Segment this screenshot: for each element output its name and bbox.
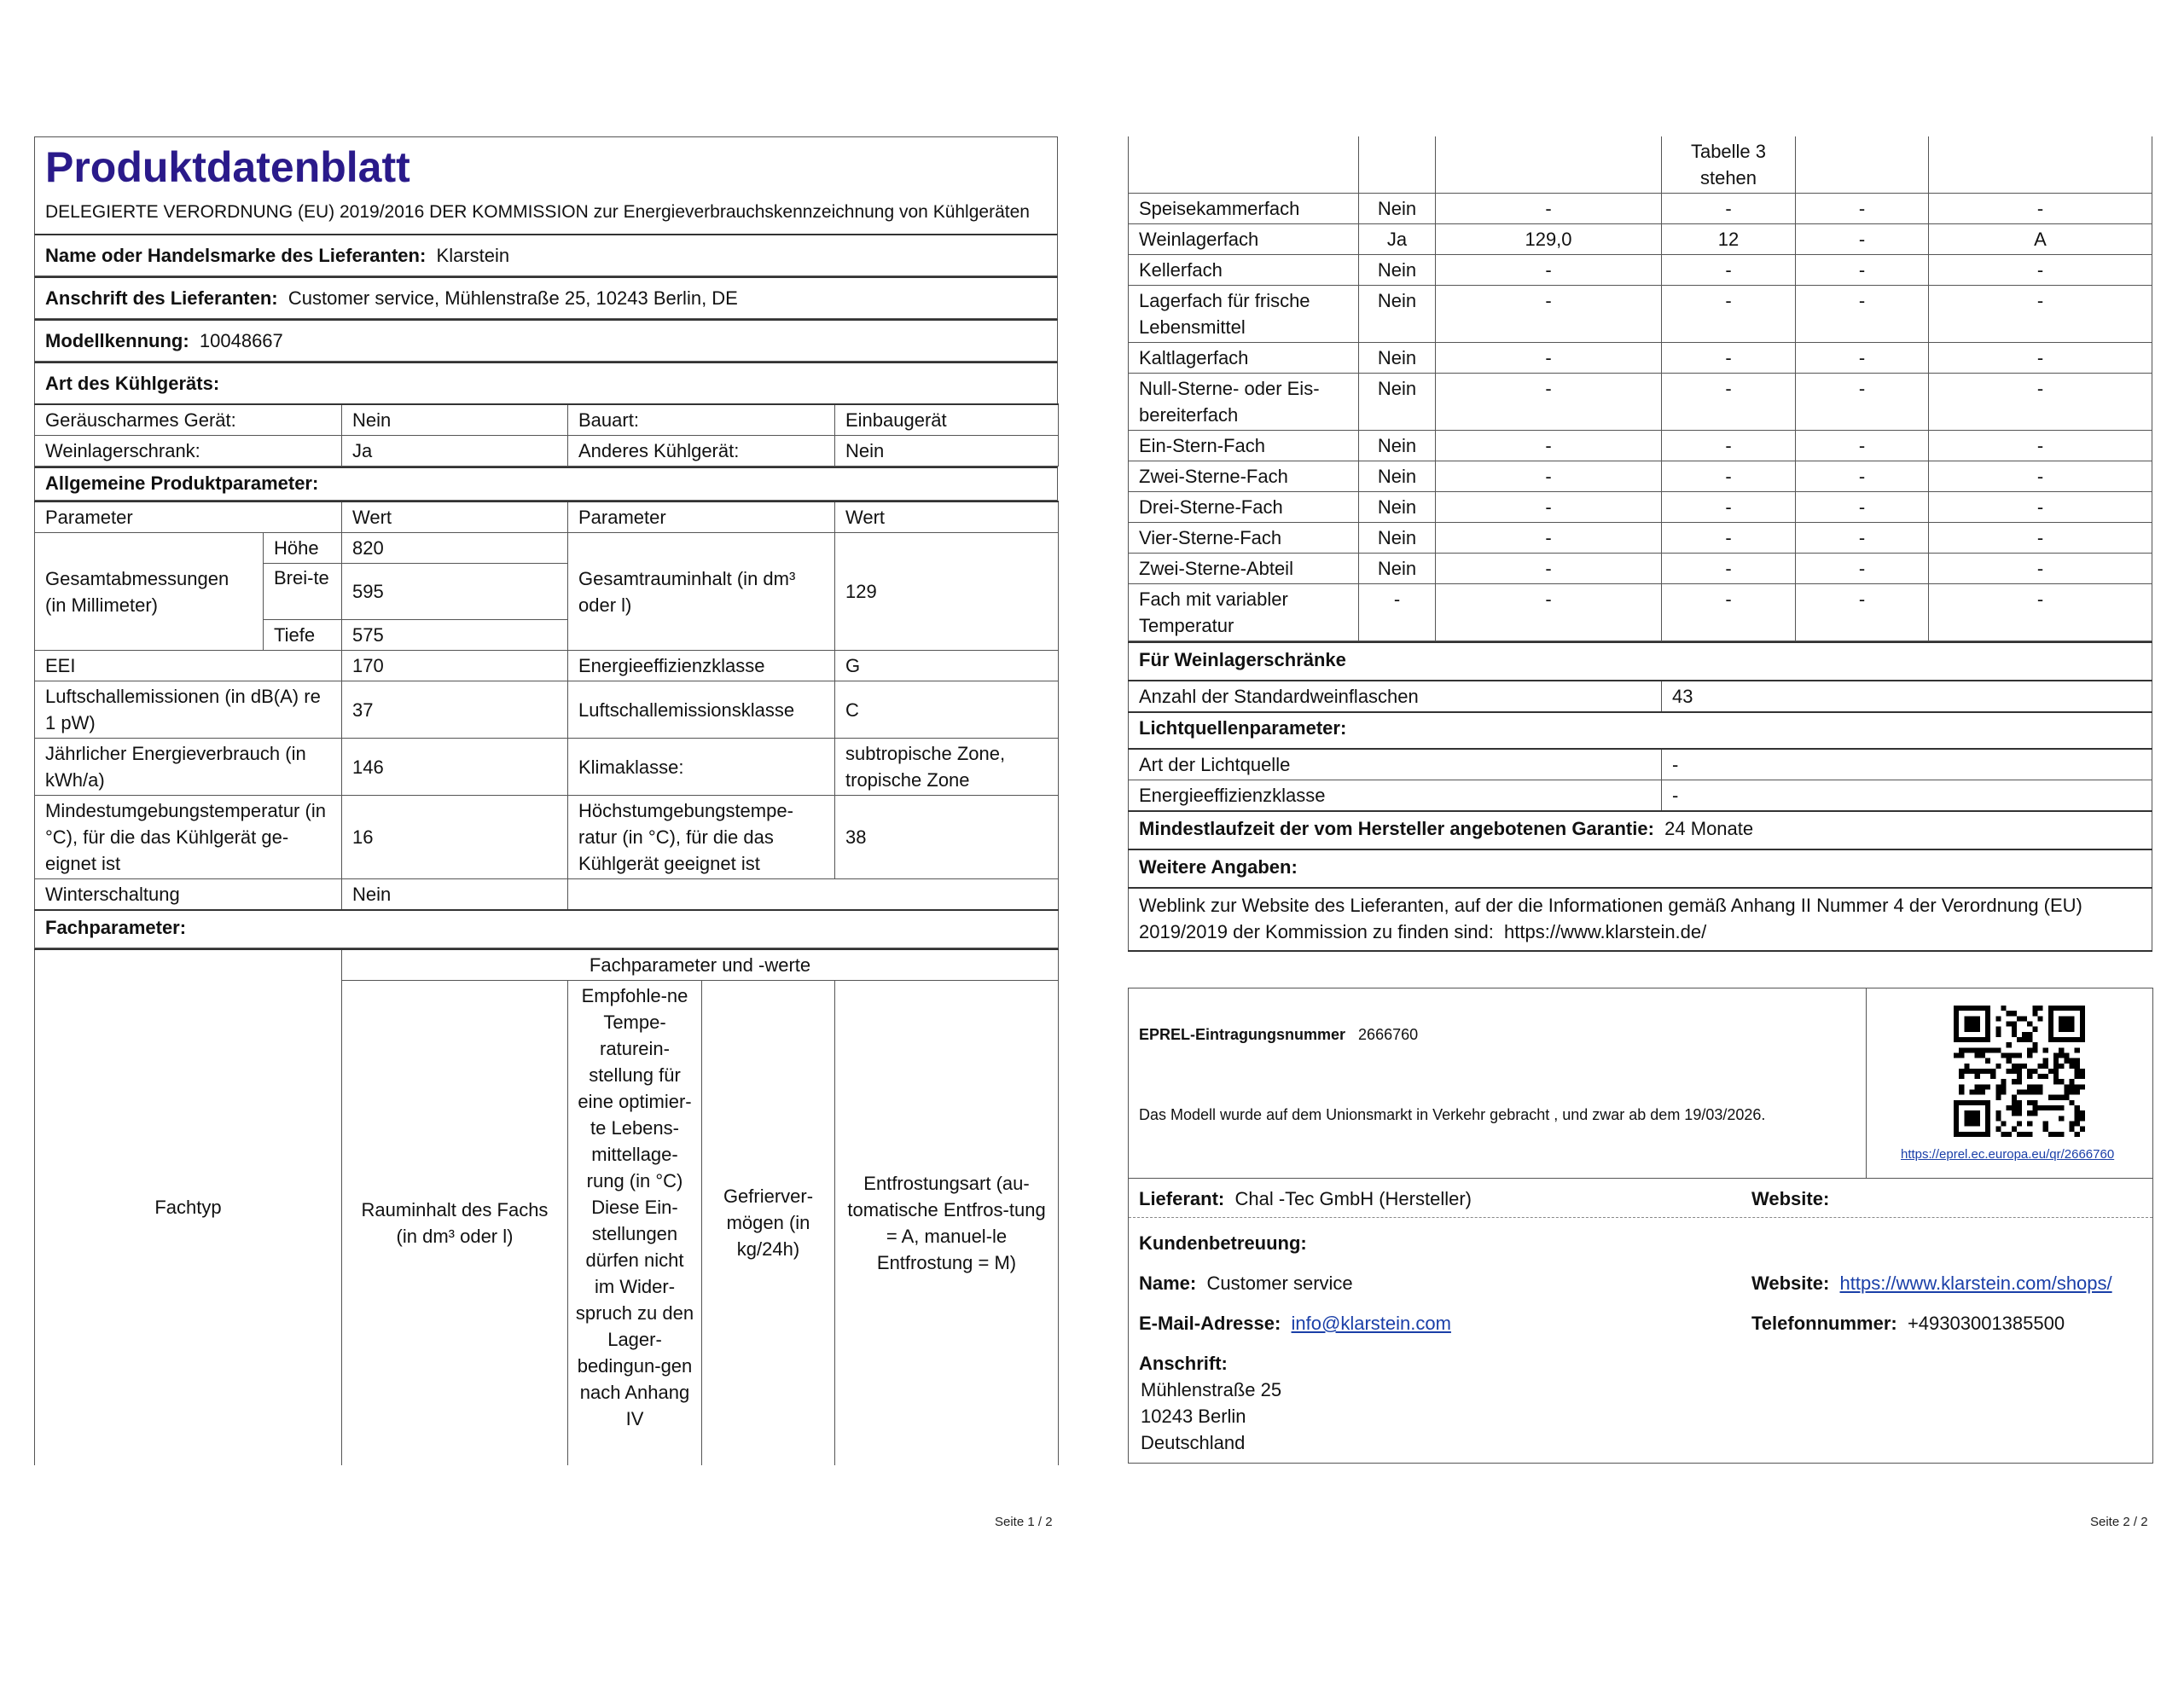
- support-website-label: Website:: [1751, 1272, 1830, 1294]
- compartment-temp: -: [1662, 431, 1796, 461]
- compartment-freeze: -: [1796, 461, 1929, 492]
- eprel-website-label: Website:: [1751, 1188, 1830, 1209]
- qr-link[interactable]: https://eprel.ec.europa.eu/qr/2666760: [1901, 1147, 2115, 1162]
- noise-label: Luftschallemissionen (in dB(A) re 1 pW): [35, 681, 342, 739]
- further-info: [1129, 888, 2152, 951]
- support-name-row: [1129, 1256, 2152, 1296]
- compartment-row: [1129, 343, 2152, 374]
- header-group: Fachparameter und -werte: [342, 949, 1059, 981]
- eprel-supplier: [1139, 1186, 1751, 1212]
- height-label: Höhe: [264, 533, 342, 564]
- compartment-name: Speisekammerfach: [1129, 194, 1359, 224]
- width-value: 595: [342, 564, 568, 620]
- supplier-value: Klarstein: [436, 245, 510, 266]
- compartment-temp: -: [1662, 584, 1796, 641]
- compartment-name: Zwei-Sterne-Abteil: [1129, 554, 1359, 584]
- qr-panel: [1867, 988, 2152, 1178]
- general-heading-text: Allgemeine Produktparameter:: [45, 472, 319, 494]
- climate-class-value: subtropische Zone, tropische Zone: [835, 739, 1059, 796]
- compartment-freeze: -: [1796, 224, 1929, 255]
- general-heading: [34, 467, 1058, 501]
- model-value: 10048667: [199, 330, 283, 351]
- compartment-table: [1128, 136, 2152, 641]
- compartment-volume: -: [1436, 554, 1662, 584]
- volume-value: 129: [835, 533, 1059, 651]
- quiet-label: Geräuscharmes Gerät:: [35, 404, 342, 436]
- support-name-label: Name:: [1139, 1272, 1197, 1294]
- compartment-defrost: -: [1929, 255, 2152, 286]
- compartment-name: Lagerfach für frische Lebensmittel: [1129, 286, 1359, 343]
- min-temp-label: Mindestumgebungstemperatur (in °C), für die das Kühlgerät ge-eignet ist: [35, 796, 342, 879]
- light-heading: [1129, 712, 2152, 749]
- compartment-freeze: -: [1796, 286, 1929, 343]
- depth-label: Tiefe: [264, 620, 342, 651]
- warranty-line: [1129, 811, 2152, 849]
- support-website-link[interactable]: https://www.klarstein.com/shops/: [1839, 1272, 2112, 1294]
- compartment-defrost: -: [1929, 374, 2152, 431]
- page-1: [34, 136, 1058, 1465]
- device-type-heading-text: Art des Kühlgeräts:: [45, 373, 220, 394]
- header-temp: Empfohle-ne Tempe-raturein-stellung für eine optimier-te Lebens-mittellage-rung (in °C) Diese Ein-stellungen dürfen nicht im Wider-spruch zu den Lager-bedingun-gen nach Anhang IV: [568, 981, 702, 1465]
- support-address: [1129, 1336, 2152, 1463]
- header-fachtyp: Fachtyp: [35, 949, 342, 1465]
- header-box: [34, 136, 1058, 234]
- market-text: Das Modell wurde auf dem Unionsmarkt in Verkehr gebracht , und zwar ab dem 19/03/2026.: [1139, 1106, 1766, 1123]
- eprel-website: [1751, 1186, 1829, 1212]
- contact-row: [1129, 1296, 2152, 1336]
- address-label: Anschrift des Lieferanten:: [45, 287, 278, 309]
- eprel-top: [1129, 988, 2152, 1179]
- regulation-text: DELEGIERTE VERORDNUNG (EU) 2019/2016 DER KOMMISSION zur Energieverbrauchskennzeichnung von Kühlgeräten: [45, 202, 1030, 222]
- warranty-label: Mindestlaufzeit der vom Hersteller angebotenen Garantie:: [1139, 818, 1654, 839]
- dimensions-label: Gesamtabmessungen (in Millimeter): [35, 533, 264, 651]
- energy-class-value: G: [835, 651, 1059, 681]
- support-name-value: Customer service: [1206, 1272, 1353, 1294]
- compartment-freeze: -: [1796, 194, 1929, 224]
- compartment-defrost: A: [1929, 224, 2152, 255]
- compartment-row: [1129, 194, 2152, 224]
- support-phone: [1751, 1310, 2065, 1336]
- support-name: [1139, 1270, 1751, 1296]
- compartment-name: Ein-Stern-Fach: [1129, 431, 1359, 461]
- compartment-name: Drei-Sterne-Fach: [1129, 492, 1359, 523]
- compartment-freeze: -: [1796, 523, 1929, 554]
- compartment-name: Null-Sterne- oder Eis-bereiterfach: [1129, 374, 1359, 431]
- model-line: [34, 319, 1058, 362]
- compartment-temp: -: [1662, 343, 1796, 374]
- winter-label: Winterschaltung: [35, 879, 342, 911]
- compartment-present: Nein: [1359, 523, 1436, 554]
- qr-code-icon[interactable]: [1954, 1006, 2085, 1137]
- compartment-row: [1129, 523, 2152, 554]
- compartment-volume: -: [1436, 523, 1662, 554]
- max-temp-value: 38: [835, 796, 1059, 879]
- energy-class-label: Energieeffizienzklasse: [568, 651, 835, 681]
- light-class-label: Energieeffizienzklasse: [1129, 780, 1662, 812]
- compartment-temp: -: [1662, 255, 1796, 286]
- wine-cabinet-value: Ja: [342, 436, 568, 467]
- page-2: [1128, 136, 2152, 1453]
- support-website: [1751, 1270, 2127, 1296]
- compartment-volume: -: [1436, 194, 1662, 224]
- address-value: Customer service, Mühlenstraße 25, 10243 Berlin, DE: [288, 287, 738, 309]
- compartment-freeze: -: [1796, 431, 1929, 461]
- compartment-defrost: -: [1929, 431, 2152, 461]
- volume-label: Gesamtrauminhalt (in dm³ oder l): [568, 533, 835, 651]
- compartment-freeze: -: [1796, 554, 1929, 584]
- compartment-present: Ja: [1359, 224, 1436, 255]
- warranty-value: 24 Monate: [1664, 818, 1754, 839]
- compartment-temp: -: [1662, 194, 1796, 224]
- compartment-row: [1129, 431, 2152, 461]
- compartment-row: [1129, 461, 2152, 492]
- compartment-volume: -: [1436, 286, 1662, 343]
- compartment-heading: [35, 910, 1059, 948]
- height-value: 820: [342, 533, 568, 564]
- width-label: Brei-te: [264, 564, 342, 620]
- noise-value: 37: [342, 681, 568, 739]
- col-param-1: Parameter: [35, 501, 342, 533]
- compartment-volume: -: [1436, 431, 1662, 461]
- eei-value: 170: [342, 651, 568, 681]
- compartment-present: Nein: [1359, 431, 1436, 461]
- cont-empty-5: [1929, 136, 2152, 194]
- compartment-present: Nein: [1359, 554, 1436, 584]
- compartment-defrost: -: [1929, 194, 2152, 224]
- design-value: Einbaugerät: [835, 404, 1059, 436]
- email-link[interactable]: info@klarstein.com: [1291, 1313, 1451, 1334]
- compartment-freeze: -: [1796, 492, 1929, 523]
- compartment-row: [1129, 584, 2152, 641]
- general-params-table: [34, 501, 1059, 948]
- compartment-defrost: -: [1929, 492, 2152, 523]
- support-address-label: Anschrift:: [1139, 1353, 1228, 1374]
- eprel-reg-value: 2666760: [1358, 1026, 1419, 1043]
- wine-cabinet-label: Weinlagerschrank:: [35, 436, 342, 467]
- device-type-heading: [34, 362, 1058, 403]
- address-line-1: Mühlenstraße 25: [1141, 1379, 1282, 1400]
- header-defrost: Entfrostungsart (au-tomatische Entfros-tung = A, manuel-le Entfrostung = M): [835, 981, 1059, 1465]
- cont-empty-2: [1359, 136, 1436, 194]
- bottles-value: 43: [1662, 681, 2152, 712]
- compartment-temp: -: [1662, 492, 1796, 523]
- compartment-name: Kellerfach: [1129, 255, 1359, 286]
- compartment-defrost: -: [1929, 343, 2152, 374]
- further-heading-text: Weitere Angaben:: [1139, 856, 1298, 878]
- compartment-present: -: [1359, 584, 1436, 641]
- compartment-present: Nein: [1359, 286, 1436, 343]
- eei-label: EEI: [35, 651, 342, 681]
- winter-empty: [568, 879, 1059, 911]
- compartment-row: [1129, 374, 2152, 431]
- compartment-defrost: -: [1929, 523, 2152, 554]
- eprel-supplier-value: Chal -Tec GmbH (Hersteller): [1234, 1188, 1472, 1209]
- wine-heading-text: Für Weinlagerschränke: [1139, 649, 1346, 670]
- bottles-label: Anzahl der Standardweinflaschen: [1129, 681, 1662, 712]
- compartment-defrost: -: [1929, 461, 2152, 492]
- other-device-label: Anderes Kühlgerät:: [568, 436, 835, 467]
- compartment-name: Zwei-Sterne-Fach: [1129, 461, 1359, 492]
- support-heading: Kundenbetreuung:: [1139, 1232, 1307, 1254]
- header-freeze: Gefrierver-mögen (in kg/24h): [702, 981, 835, 1465]
- compartment-present: Nein: [1359, 343, 1436, 374]
- further-url[interactable]: https://www.klarstein.de/: [1504, 921, 1707, 942]
- compartment-defrost: -: [1929, 554, 2152, 584]
- compartment-volume: -: [1436, 343, 1662, 374]
- noise-class-value: C: [835, 681, 1059, 739]
- design-label: Bauart:: [568, 404, 835, 436]
- supplier-label: Name oder Handelsmarke des Lieferanten:: [45, 245, 427, 266]
- eprel-box: [1128, 988, 2153, 1464]
- compartment-temp: 12: [1662, 224, 1796, 255]
- winter-value: Nein: [342, 879, 568, 911]
- annual-consumption-value: 146: [342, 739, 568, 796]
- compartment-name: Vier-Sterne-Fach: [1129, 523, 1359, 554]
- max-temp-label: Höchstumgebungstempe-ratur (in °C), für die das Kühlgerät geeignet ist: [568, 796, 835, 879]
- address-line: [34, 276, 1058, 319]
- email-label: E-Mail-Adresse:: [1139, 1313, 1281, 1334]
- compartment-freeze: -: [1796, 343, 1929, 374]
- compartment-volume: -: [1436, 584, 1662, 641]
- col-param-2: Parameter: [568, 501, 835, 533]
- wine-heading: [1129, 642, 2152, 681]
- support-email: [1139, 1310, 1751, 1336]
- light-type-value: -: [1662, 749, 2152, 780]
- compartment-volume: 129,0: [1436, 224, 1662, 255]
- compartment-volume: -: [1436, 374, 1662, 431]
- noise-class-label: Luftschallemissionsklasse: [568, 681, 835, 739]
- compartment-volume: -: [1436, 255, 1662, 286]
- cont-empty-3: [1436, 136, 1662, 194]
- page-footer-1: Seite 1 / 2: [995, 1515, 1053, 1529]
- device-type-table: [34, 403, 1059, 467]
- phone-value: +49303001385500: [1907, 1313, 2065, 1334]
- address-line-2: 10243 Berlin: [1141, 1406, 1246, 1427]
- compartment-freeze: -: [1796, 374, 1929, 431]
- compartment-name: Weinlagerfach: [1129, 224, 1359, 255]
- min-temp-value: 16: [342, 796, 568, 879]
- compartment-row: [1129, 286, 2152, 343]
- page-footer-2: Seite 2 / 2: [2090, 1515, 2148, 1529]
- further-text: Weblink zur Website des Lieferanten, auf der die Informationen gemäß Anhang II Nummer 4 der Verordnung (EU) 2019/2019 der Kommission zu finden sind:: [1139, 895, 2082, 942]
- compartment-row: [1129, 554, 2152, 584]
- eprel-supplier-label: Lieferant:: [1139, 1188, 1225, 1209]
- quiet-value: Nein: [342, 404, 568, 436]
- col-value-1: Wert: [342, 501, 568, 533]
- light-heading-text: Lichtquellenparameter:: [1139, 717, 1347, 739]
- compartment-name: Kaltlagerfach: [1129, 343, 1359, 374]
- compartment-volume: -: [1436, 461, 1662, 492]
- compartment-volume: -: [1436, 492, 1662, 523]
- cont-empty-1: [1129, 136, 1359, 194]
- cont-empty-4: [1796, 136, 1929, 194]
- model-label: Modellkennung:: [45, 330, 189, 351]
- header-volume: Rauminhalt des Fachs (in dm³ oder l): [342, 981, 568, 1465]
- supplier-line: [34, 234, 1058, 276]
- compartment-temp: -: [1662, 374, 1796, 431]
- compartment-present: Nein: [1359, 461, 1436, 492]
- compartment-row: [1129, 224, 2152, 255]
- eprel-registration: [1139, 1026, 1418, 1044]
- cont-header: Tabelle 3 stehen: [1662, 136, 1796, 194]
- compartment-row: [1129, 255, 2152, 286]
- eprel-info: [1129, 988, 1867, 1178]
- compartment-defrost: -: [1929, 584, 2152, 641]
- compartment-row: [1129, 492, 2152, 523]
- compartment-name: Fach mit variabler Temperatur: [1129, 584, 1359, 641]
- compartment-header-table: [34, 948, 1059, 1465]
- annual-consumption-label: Jährlicher Energieverbrauch (in kWh/a): [35, 739, 342, 796]
- compartment-present: Nein: [1359, 492, 1436, 523]
- supplier-row: [1129, 1179, 2152, 1218]
- climate-class-label: Klimaklasse:: [568, 739, 835, 796]
- light-type-label: Art der Lichtquelle: [1129, 749, 1662, 780]
- compartment-freeze: -: [1796, 255, 1929, 286]
- depth-value: 575: [342, 620, 568, 651]
- light-class-value: -: [1662, 780, 2152, 812]
- wine-bottles-table: [1128, 641, 2152, 952]
- eprel-reg-label: EPREL-Eintragungsnummer: [1139, 1026, 1346, 1043]
- compartment-temp: -: [1662, 286, 1796, 343]
- compartment-defrost: -: [1929, 286, 2152, 343]
- compartment-present: Nein: [1359, 255, 1436, 286]
- page-title: Produktdatenblatt: [45, 143, 410, 191]
- compartment-temp: -: [1662, 461, 1796, 492]
- col-value-2: Wert: [835, 501, 1059, 533]
- other-device-value: Nein: [835, 436, 1059, 467]
- compartment-present: Nein: [1359, 374, 1436, 431]
- support-heading-row: [1129, 1218, 2152, 1256]
- address-line-3: Deutschland: [1141, 1432, 1246, 1453]
- compartment-present: Nein: [1359, 194, 1436, 224]
- further-heading: [1129, 849, 2152, 888]
- compartment-heading-text: Fachparameter:: [45, 917, 187, 938]
- compartment-freeze: -: [1796, 584, 1929, 641]
- compartment-temp: -: [1662, 554, 1796, 584]
- compartment-temp: -: [1662, 523, 1796, 554]
- phone-label: Telefonnummer:: [1751, 1313, 1897, 1334]
